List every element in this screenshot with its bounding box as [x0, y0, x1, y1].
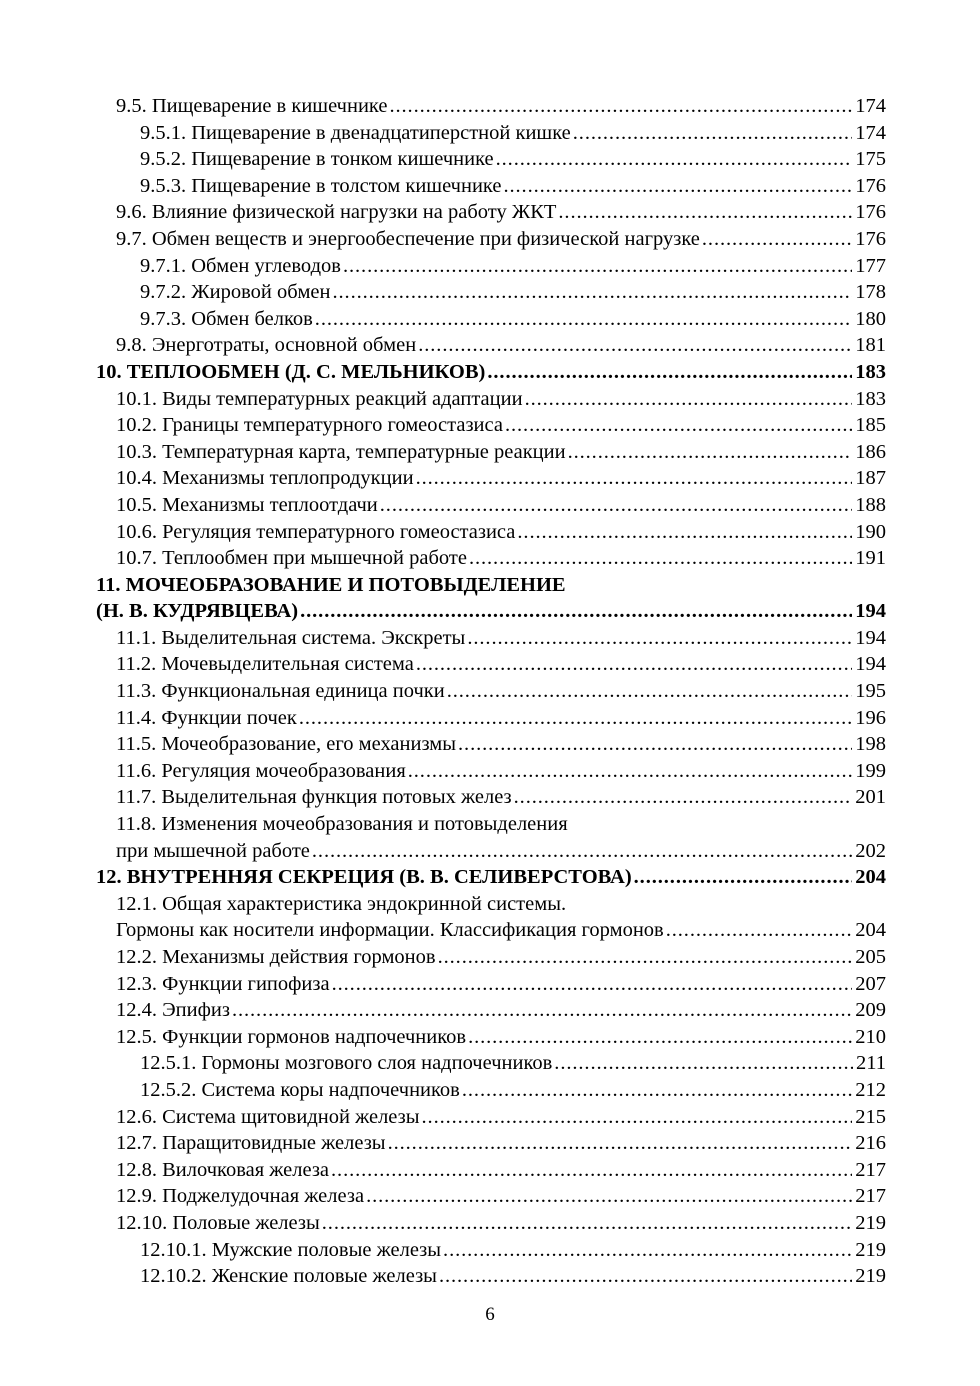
toc-entry[interactable] [96, 651, 886, 678]
toc-entry[interactable] [96, 678, 886, 705]
toc-entry-title: 11.1. Выделительная система. Экскреты [116, 626, 466, 649]
toc-entry-title: 12.9. Поджелудочная железа [116, 1185, 365, 1208]
toc-entry[interactable] [96, 1024, 886, 1051]
toc-dot-leader [366, 1183, 852, 1210]
toc-entry[interactable] [96, 146, 886, 173]
toc-entry-title: 10. ТЕПЛООБМЕН (Д. С. МЕЛЬНИКОВ) [96, 360, 486, 383]
toc-dot-leader [439, 1263, 852, 1290]
toc-entry-title: 11.2. Мочевыделительная система [116, 653, 414, 676]
toc-entry-page: 202 [855, 839, 886, 862]
toc-dot-leader [422, 1104, 853, 1131]
toc-entry-title: 11.8. Изменения мочеобразования и потовыделения [116, 813, 568, 836]
toc-entry-page: 185 [855, 414, 886, 437]
toc-entry[interactable] [96, 1263, 886, 1290]
toc-entry[interactable] [96, 731, 886, 758]
toc-entry-title: 12.10. Половые железы [116, 1211, 320, 1234]
toc-entry-title: 9.7.1. Обмен углеводов [140, 254, 341, 277]
toc-entry-title: 11.3. Функциональная единица почки [116, 680, 445, 703]
toc-entry[interactable] [96, 386, 886, 413]
toc-entry[interactable] [96, 864, 886, 891]
toc-entry[interactable] [96, 838, 886, 865]
toc-dot-leader [333, 279, 853, 306]
toc-entry-title: 11.7. Выделительная функция потовых желез [116, 786, 512, 809]
toc-entry-page: 174 [855, 95, 886, 117]
toc-dot-leader [408, 758, 853, 785]
toc-entry-title: 10.2. Границы температурного гомеостазиса [116, 414, 503, 437]
toc-entry-title: 12.8. Вилочковая железа [116, 1158, 330, 1181]
page-number: 6 [485, 1304, 495, 1325]
toc-entry-page: 215 [855, 1105, 886, 1128]
toc-dot-leader [558, 199, 852, 226]
toc-entry-page: 177 [855, 254, 886, 277]
toc-dot-leader [299, 705, 852, 732]
toc-entry[interactable] [96, 1210, 886, 1237]
toc-entry-page: 210 [855, 1025, 886, 1048]
toc-entry[interactable] [96, 93, 886, 120]
toc-entry[interactable] [96, 253, 886, 280]
toc-dot-leader [469, 545, 852, 572]
toc-entry-title: 12.10.1. Мужские половые железы [140, 1238, 442, 1261]
toc-entry-title: 12.1. Общая характеристика эндокринной системы. [116, 892, 567, 915]
toc-entry-title: 10.4. Механизмы теплопродукции [116, 467, 414, 490]
toc-entry-title: 12.5.1. Гормоны мозгового слоя надпочечников [140, 1052, 553, 1075]
toc-entry[interactable] [96, 944, 886, 971]
toc-entry-title: при мышечной работе [116, 839, 310, 862]
toc-entry[interactable] [96, 465, 886, 492]
toc-entry-title: 9.7.2. Жировой обмен [140, 281, 331, 304]
toc-entry[interactable] [96, 1104, 886, 1131]
toc-entry-title: 9.5. Пищеварение в кишечнике [116, 95, 388, 117]
toc-dot-leader [343, 253, 852, 280]
toc-entry-title: (Н. В. КУДРЯВЦЕВА) [96, 600, 299, 623]
toc-entry-page: 195 [855, 680, 886, 703]
toc-entry-page: 183 [855, 360, 886, 383]
toc-entry-page: 188 [855, 493, 886, 516]
toc-dot-leader [389, 93, 852, 120]
toc-entry-page: 180 [855, 307, 886, 330]
toc-entry-title: 10.3. Температурная карта, температурные реакции [116, 440, 566, 463]
toc-entry-page: 212 [855, 1078, 886, 1101]
toc-dot-leader [487, 359, 852, 386]
toc-entry-page: 194 [855, 653, 886, 676]
toc-entry-title: 9.5.2. Пищеварение в тонком кишечнике [140, 148, 494, 171]
toc-dot-leader [300, 598, 852, 625]
toc-entry-page: 217 [855, 1185, 886, 1208]
toc-entry-page: 199 [855, 759, 886, 782]
toc-dot-leader [505, 412, 852, 439]
toc-entry[interactable] [96, 332, 886, 359]
toc-entry-title: 9.8. Энерготраты, основной обмен [116, 334, 417, 357]
toc-dot-leader [443, 1237, 852, 1264]
toc-dot-leader [447, 678, 853, 705]
toc-dot-leader [462, 1077, 852, 1104]
toc-entry[interactable] [96, 758, 886, 785]
toc-entry[interactable] [96, 492, 886, 519]
toc-entry[interactable] [96, 359, 886, 386]
toc-entry-title: 11. МОЧЕОБРАЗОВАНИЕ И ПОТОВЫДЕЛЕНИЕ [96, 573, 566, 596]
toc-dot-leader [573, 120, 852, 147]
toc-entry-title: 11.6. Регуляция мочеобразования [116, 759, 406, 782]
toc-entry-title: 12.3. Функции гипофиза [116, 972, 330, 995]
toc-dot-leader [232, 997, 852, 1024]
toc-entry-title: 9.7. Обмен веществ и энергообеспечение при физической нагрузке [116, 227, 700, 250]
toc-entry-title: 9.5.3. Пищеварение в толстом кишечнике [140, 174, 502, 197]
toc-entry-page: 219 [855, 1238, 886, 1261]
toc-dot-leader [438, 944, 853, 971]
toc-entry-page: 196 [855, 706, 886, 729]
toc-entry-page: 194 [855, 626, 886, 649]
toc-entry[interactable] [96, 1077, 886, 1104]
toc-entry-title: 12.10.2. Женские половые железы [140, 1265, 437, 1288]
toc-entry[interactable] [96, 519, 886, 546]
toc-entry-page: 187 [855, 467, 886, 490]
toc-entry[interactable] [96, 1050, 886, 1077]
toc-entry-page: 217 [855, 1158, 886, 1181]
toc-dot-leader [702, 226, 852, 253]
toc-dot-leader [468, 1024, 852, 1051]
toc-dot-leader [322, 1210, 852, 1237]
toc-dot-leader [312, 838, 852, 865]
toc-entry-page: 194 [855, 600, 886, 623]
toc-entry-page: 201 [855, 786, 886, 809]
toc-dot-leader [467, 625, 852, 652]
toc-entry-page: 174 [855, 121, 886, 144]
toc-entry-page: 198 [855, 733, 886, 756]
toc-entry-title: 10.1. Виды температурных реакций адаптации [116, 387, 523, 410]
toc-entry-title: 11.4. Функции почек [116, 706, 297, 729]
toc-entry-page: 176 [855, 201, 886, 224]
toc-dot-leader [332, 971, 853, 998]
toc-entry[interactable] [96, 784, 886, 811]
toc-entry[interactable] [96, 306, 886, 333]
toc-entry[interactable] [96, 1237, 886, 1264]
toc-dot-leader [554, 1050, 853, 1077]
toc-entry-title: Гормоны как носители информации. Классификация гормонов [116, 919, 664, 942]
toc-dot-leader [503, 173, 852, 200]
toc-dot-leader [416, 465, 853, 492]
toc-entry-page: 205 [855, 946, 886, 968]
toc-entry[interactable] [96, 891, 886, 918]
toc-entry[interactable] [96, 199, 886, 226]
toc-entry[interactable] [96, 625, 886, 652]
toc-entry-title: 12.5.2. Система коры надпочечников [140, 1078, 460, 1101]
toc-entry[interactable] [96, 439, 886, 466]
toc-dot-leader [315, 306, 852, 333]
toc-dot-leader [331, 1157, 852, 1184]
toc-dot-leader [416, 651, 852, 678]
toc-entry-page: 181 [855, 334, 886, 357]
toc-entry-page: 176 [855, 174, 886, 197]
toc-dot-leader [568, 439, 853, 466]
toc-entry[interactable] [96, 120, 886, 147]
toc-entry-page: 190 [855, 520, 886, 543]
toc-dot-leader [458, 731, 852, 758]
toc-dot-leader [418, 332, 852, 359]
toc-entry-page: 216 [855, 1132, 886, 1155]
toc-dot-leader [380, 492, 852, 519]
toc-entry[interactable] [96, 412, 886, 439]
table-of-contents [96, 93, 886, 1290]
toc-entry[interactable] [96, 173, 886, 200]
toc-entry[interactable] [96, 598, 886, 625]
toc-entry[interactable] [96, 971, 886, 998]
toc-entry[interactable] [96, 545, 886, 572]
toc-entry[interactable] [96, 1130, 886, 1157]
toc-entry[interactable] [96, 705, 886, 732]
toc-entry-title: 12.5. Функции гормонов надпочечников [116, 1025, 467, 1048]
toc-entry-title: 9.7.3. Обмен белков [140, 307, 313, 330]
toc-dot-leader [514, 784, 853, 811]
toc-dot-leader [634, 864, 853, 891]
toc-entry[interactable] [96, 997, 886, 1024]
toc-dot-leader [496, 146, 853, 173]
toc-entry-title: 12.2. Механизмы действия гормонов [116, 946, 436, 968]
toc-dot-leader [666, 917, 853, 944]
toc-entry[interactable] [96, 1183, 886, 1210]
toc-entry-title: 10.6. Регуляция температурного гомеостазиса [116, 520, 516, 543]
toc-dot-leader [517, 519, 852, 546]
toc-dot-leader [388, 1130, 853, 1157]
toc-entry-title: 12.7. Паращитовидные железы [116, 1132, 386, 1155]
toc-entry-page: 204 [855, 919, 886, 942]
toc-entry-title: 9.6. Влияние физической нагрузки на работу ЖКТ [116, 201, 557, 224]
toc-entry-title: 10.5. Механизмы теплоотдачи [116, 493, 378, 516]
toc-entry[interactable] [96, 1157, 886, 1184]
toc-entry-page: 204 [855, 866, 886, 889]
toc-entry-page: 211 [856, 1052, 886, 1075]
toc-entry-page: 176 [855, 227, 886, 250]
toc-entry[interactable] [96, 917, 886, 944]
toc-entry-page: 219 [855, 1265, 886, 1288]
toc-dot-leader [525, 386, 853, 413]
toc-entry-title: 9.5.1. Пищеварение в двенадцатиперстной кишке [140, 121, 571, 144]
toc-entry[interactable] [96, 279, 886, 306]
toc-entry-page: 209 [855, 999, 886, 1022]
toc-entry-title: 11.5. Мочеобразование, его механизмы [116, 733, 457, 756]
toc-entry[interactable] [96, 811, 886, 838]
toc-entry[interactable] [96, 226, 886, 253]
toc-entry-page: 207 [855, 972, 886, 995]
toc-entry-page: 178 [855, 281, 886, 304]
toc-entry-page: 175 [855, 148, 886, 171]
toc-entry-title: 12. ВНУТРЕННЯЯ СЕКРЕЦИЯ (В. В. СЕЛИВЕРСТОВА) [96, 866, 632, 889]
toc-entry-page: 183 [855, 387, 886, 410]
toc-entry-title: 12.4. Эпифиз [116, 999, 230, 1022]
toc-entry-title: 12.6. Система щитовидной железы [116, 1105, 420, 1128]
toc-entry-page: 186 [855, 440, 886, 463]
toc-entry-title: 10.7. Теплообмен при мышечной работе [116, 547, 467, 570]
toc-entry-page: 219 [855, 1211, 886, 1234]
toc-entry-page: 191 [855, 547, 886, 570]
toc-entry[interactable] [96, 572, 886, 599]
